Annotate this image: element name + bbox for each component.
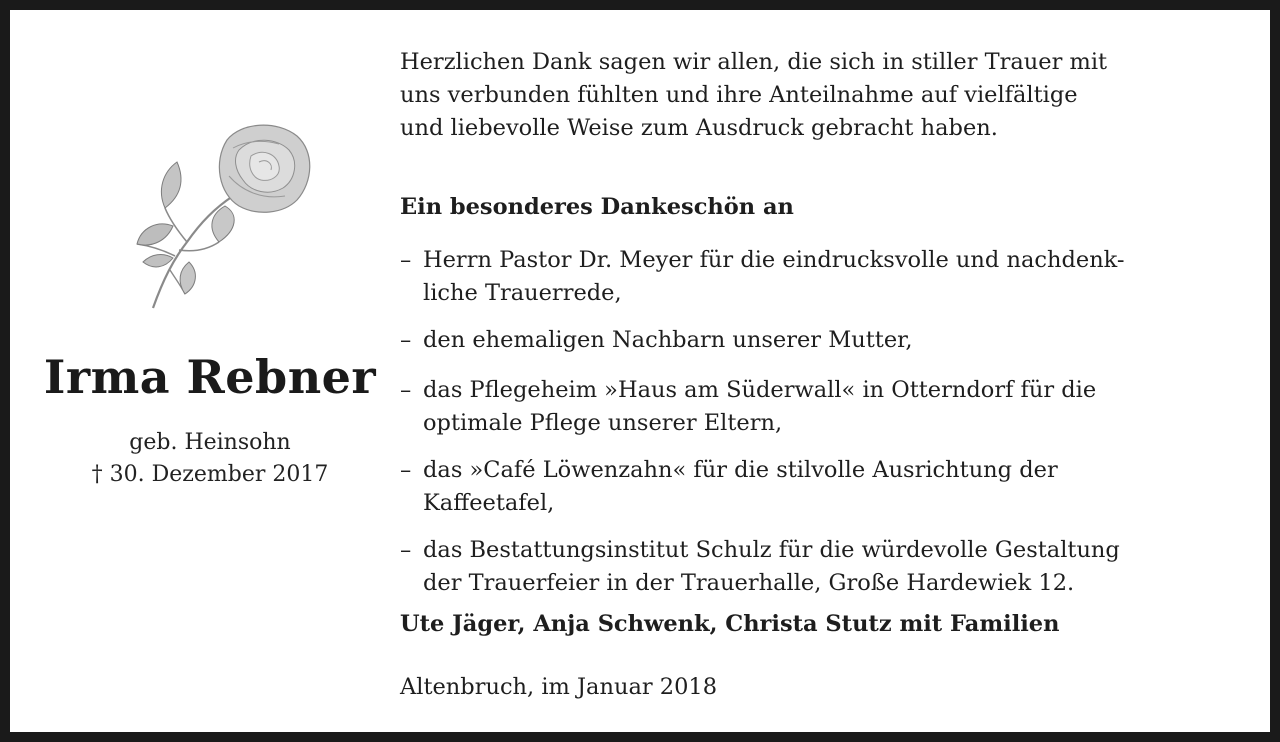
place-date: Altenbruch, im Januar 2018 (400, 674, 718, 700)
obituary-notice (10, 10, 1270, 732)
dash-bullet: – (400, 457, 412, 483)
deceased-panel (20, 10, 390, 732)
intro-text (400, 46, 1242, 145)
list-item-line: das Bestattungsinstitut Schulz für die würdevolle Gestaltung (423, 537, 1120, 563)
list-item-line: das Pflegeheim »Haus am Süderwall« in Otterndorf für die (423, 377, 1097, 403)
list-item (400, 324, 1242, 357)
list-item (400, 244, 1242, 310)
thanks-heading: Ein besonderes Dankeschön an (400, 194, 794, 220)
deceased-name: Irma Rebner (43, 350, 377, 404)
intro-line: Herzlichen Dank sagen wir allen, die sich in stiller Trauer mit (400, 49, 1108, 75)
signers: Ute Jäger, Anja Schwenk, Christa Stutz mit Familien (400, 611, 1060, 637)
list-item-line: optimale Pflege unserer Eltern, (423, 410, 783, 436)
dash-bullet: – (400, 327, 412, 353)
dash-bullet: – (400, 377, 412, 403)
list-item-line: das »Café Löwenzahn« für die stilvolle Ausrichtung der (423, 457, 1058, 483)
thanks-panel (400, 46, 1242, 700)
list-item-line: der Trauerfeier in der Trauerhalle, Große Hardewiek 12. (423, 570, 1075, 596)
list-item-line: Herrn Pastor Dr. Meyer für die eindrucksvolle und nachdenk- (423, 247, 1125, 273)
list-item-line: den ehemaligen Nachbarn unserer Mutter, (423, 327, 913, 353)
birth-name: geb. Heinsohn (129, 430, 291, 455)
dash-bullet: – (400, 537, 412, 563)
death-date: † 30. Dezember 2017 (91, 462, 329, 487)
list-item (400, 454, 1242, 520)
intro-line: und liebevolle Weise zum Ausdruck gebracht haben. (400, 115, 998, 141)
list-item (400, 374, 1242, 440)
list-item-line: liche Trauerrede, (423, 280, 622, 306)
rose-icon (115, 110, 315, 310)
dash-bullet: – (400, 247, 412, 273)
list-item (400, 534, 1242, 600)
list-item-line: Kaffeetafel, (423, 490, 555, 516)
intro-line: uns verbunden fühlten und ihre Anteilnahme auf vielfältige (400, 82, 1078, 108)
